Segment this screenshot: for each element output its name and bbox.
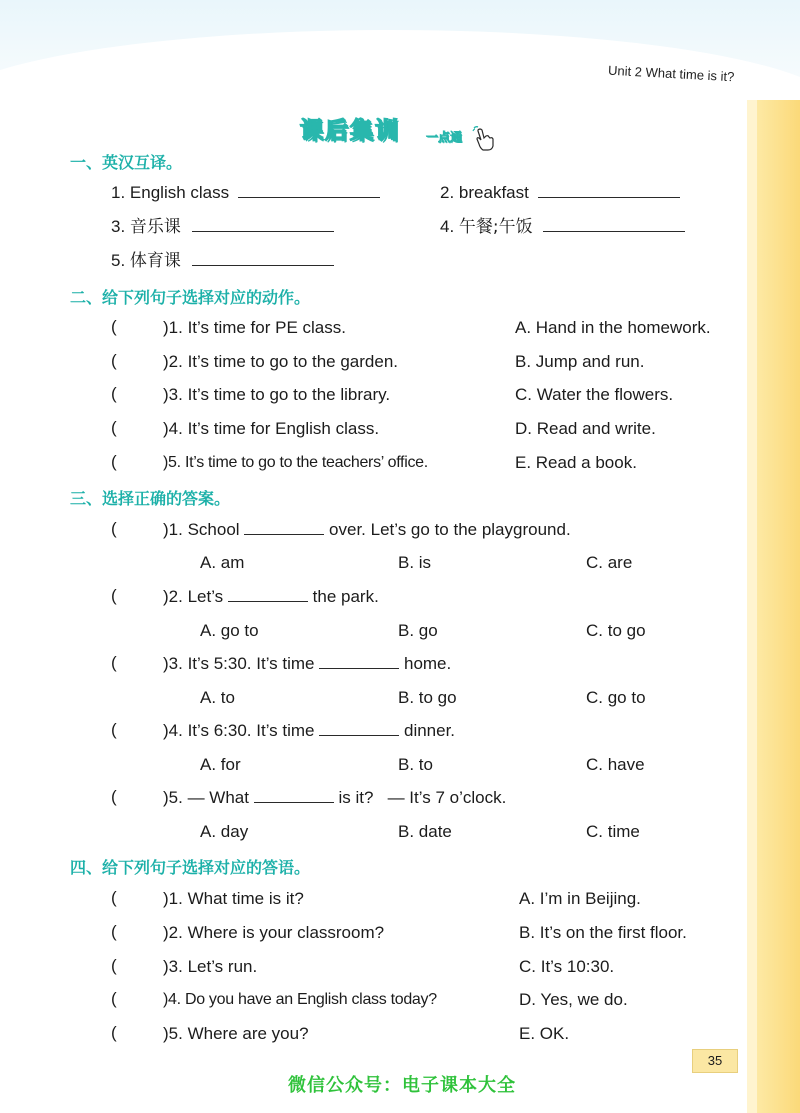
- s4-question-5: )5. Where are you?: [163, 1024, 309, 1043]
- s4-option-a: A. I’m in Beijing.: [519, 889, 641, 908]
- s3-q2-option-a: A. go to: [200, 621, 259, 640]
- answer-paren[interactable]: (: [111, 519, 117, 538]
- s3-question-2: )2. Let’s the park.: [163, 587, 379, 606]
- s3-q3-option-a: A. to: [200, 688, 235, 707]
- answer-blank[interactable]: [238, 183, 380, 198]
- s4-question-4: )4. Do you have an English class today?: [163, 991, 437, 1008]
- answer-paren[interactable]: (: [111, 384, 117, 403]
- s1-item-4: 4. 午餐;午饭: [440, 216, 685, 238]
- s2-question-4: )4. It’s time for English class.: [163, 419, 380, 438]
- s3-q4-option-a: A. for: [200, 755, 241, 774]
- s3-q1-option-b: B. is: [398, 553, 432, 572]
- answer-paren[interactable]: (: [111, 418, 117, 437]
- s2-option-a: A. Hand in the homework.: [515, 318, 711, 337]
- answer-blank[interactable]: [244, 520, 324, 535]
- s3-question-5: )5. — What is it? — It’s 7 o’clock.: [163, 788, 507, 807]
- s3-q2-option-b: B. go: [398, 621, 438, 640]
- s3-question-1: )1. School over. Let’s go to the playground.: [163, 520, 571, 539]
- s3-q4-option-c: C. have: [586, 755, 645, 774]
- answer-paren[interactable]: (: [111, 586, 117, 605]
- s2-option-b: B. Jump and run.: [515, 352, 645, 371]
- s3-question-3: )3. It’s 5:30. It’s time home.: [163, 654, 452, 673]
- answer-paren[interactable]: (: [111, 989, 117, 1008]
- answer-paren[interactable]: (: [111, 1023, 117, 1042]
- s4-option-c: C. It’s 10:30.: [519, 957, 615, 976]
- answer-blank[interactable]: [319, 654, 399, 669]
- answer-blank[interactable]: [228, 587, 308, 602]
- s3-q5-option-a: A. day: [200, 822, 249, 841]
- s2-question-2: )2. It’s time to go to the garden.: [163, 352, 399, 371]
- answer-paren[interactable]: (: [111, 922, 117, 941]
- s1-item-3: 3. 音乐课: [111, 216, 334, 238]
- unit-header: Unit 2 What time is it?: [607, 62, 735, 85]
- s2-option-e: E. Read a book.: [515, 453, 637, 472]
- banner-subtitle: 一点通: [426, 130, 463, 144]
- section-4-title: 四、给下列句子选择对应的答语。: [70, 858, 311, 877]
- answer-blank[interactable]: [254, 788, 334, 803]
- answer-paren[interactable]: (: [111, 720, 117, 739]
- s3-q2-option-c: C. to go: [586, 621, 646, 640]
- s3-q4-option-b: B. to: [398, 755, 433, 774]
- s3-q1-option-c: C. are: [586, 553, 633, 572]
- section-2-title: 二、给下列句子选择对应的动作。: [70, 288, 311, 307]
- s4-option-d: D. Yes, we do.: [519, 990, 628, 1009]
- s4-option-e: E. OK.: [519, 1024, 570, 1043]
- s4-option-b: B. It’s on the first floor.: [519, 923, 687, 942]
- pointing-hand-icon: [472, 126, 498, 152]
- s1-item-1: 1. English class: [111, 182, 380, 204]
- s3-question-4: )4. It’s 6:30. It’s time dinner.: [163, 721, 456, 740]
- answer-blank[interactable]: [192, 251, 334, 266]
- s1-item-2: 2. breakfast: [440, 182, 680, 204]
- answer-paren[interactable]: (: [111, 956, 117, 975]
- s4-question-2: )2. Where is your classroom?: [163, 923, 385, 942]
- s3-q5-option-c: C. time: [586, 822, 640, 841]
- s1-item-5: 5. 体育课: [111, 250, 334, 272]
- answer-blank[interactable]: [538, 183, 680, 198]
- answer-paren[interactable]: (: [111, 888, 117, 907]
- answer-paren[interactable]: (: [111, 351, 117, 370]
- answer-paren[interactable]: (: [111, 317, 117, 336]
- wechat-watermark: 微信公众号：电子课本大全: [288, 1075, 516, 1096]
- page-number: 35: [692, 1049, 738, 1073]
- s2-question-5: )5. It’s time to go to the teachers’ office.: [163, 454, 428, 471]
- s3-q3-option-c: C. go to: [586, 688, 646, 707]
- section-1-title: 一、英汉互译。: [70, 153, 183, 172]
- s2-option-c: C. Water the flowers.: [515, 385, 674, 404]
- s4-question-3: )3. Let’s run.: [163, 957, 258, 976]
- answer-paren[interactable]: (: [111, 452, 117, 471]
- s2-question-1: )1. It’s time for PE class.: [163, 318, 346, 337]
- answer-blank[interactable]: [319, 721, 399, 736]
- side-decorative-strip: [757, 100, 800, 1113]
- s3-q3-option-b: B. to go: [398, 688, 457, 707]
- s3-q1-option-a: A. am: [200, 553, 245, 572]
- section-banner: [300, 112, 500, 152]
- answer-paren[interactable]: (: [111, 653, 117, 672]
- s4-question-1: )1. What time is it?: [163, 889, 304, 908]
- answer-paren[interactable]: (: [111, 787, 117, 806]
- s2-option-d: D. Read and write.: [515, 419, 656, 438]
- s3-q5-option-b: B. date: [398, 822, 452, 841]
- answer-blank[interactable]: [543, 217, 685, 232]
- banner-title: 课后集训: [300, 118, 400, 144]
- s2-question-3: )3. It’s time to go to the library.: [163, 385, 391, 404]
- answer-blank[interactable]: [192, 217, 334, 232]
- section-3-title: 三、选择正确的答案。: [70, 489, 231, 508]
